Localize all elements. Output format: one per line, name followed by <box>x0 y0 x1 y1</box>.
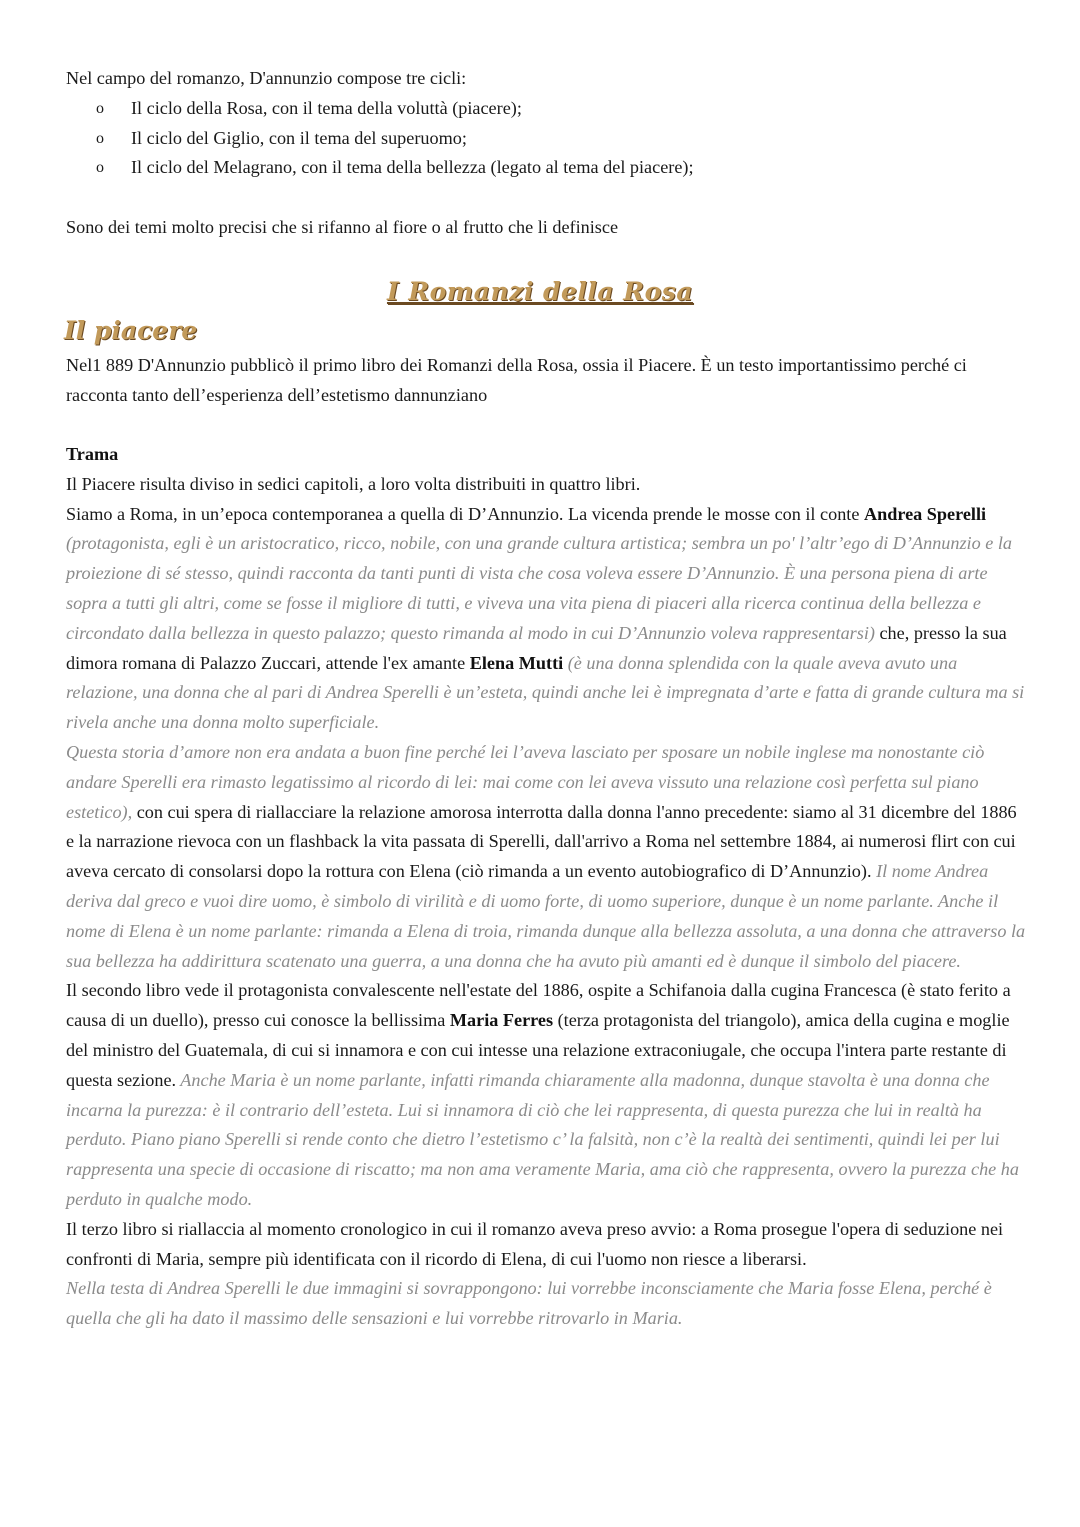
list-item: o Il ciclo del Giglio, con il tema del superuomo; <box>66 124 1026 154</box>
list-item: o Il ciclo del Melagrano, con il tema della bellezza (legato al tema del piacere); <box>66 153 1026 183</box>
bullet-icon: o <box>96 129 104 147</box>
intro-paragraph: Nel1 889 D'Annunzio pubblicò il primo libro dei Romanzi della Rosa, ossia il Piacere. È un testo importantissimo perché ci racconta tanto dell’esperienza dell’estetismo dannunziano <box>66 355 967 405</box>
trama-heading: Trama <box>66 444 119 464</box>
trama-paragraph: Siamo a Roma, in un’epoca contemporanea a quella di D’Annunzio. La vicenda prende le mosse con il conte Andrea Sperelli (protagonista, egli è un aristocratico, ricco, nobile, con una grande cultura artistica; sembra un po' l’altr’ego di D’Annunzio e la proiezione di sé stesso, quindi racconta da tanti punti di vista che cosa voleva essere D’Annunzio. È una persona piena di arte sopra a tutti gli altri, come se fosse il migliore di tutti, e viveva una vita piena di piaceri alla ricerca continua della bellezza e circondato dalla bellezza in questo palazzo; questo rimanda al modo in cui D’Annunzio voleva rappresentarsi) che, presso la sua dimora romana di Palazzo Zuccari, attende l'ex amante Elena Mutti (è una donna splendida con la quale aveva avuto una relazione, una donna che al pari di Andrea Sperelli è un’esteta, quindi anche lei è impregnata d’arte e fatta di grande cultura ma si rivela anche una donna molto superficiale. <box>66 503 1025 733</box>
intro-line: Nel campo del romanzo, D'annunzio compose tre cicli: <box>66 68 467 88</box>
note-text: (protagonista, egli è un aristocratico, ricco, nobile, con una grande cultura artistica; sembra un po' l’altr’ego di D’Annunzio e la proiezione di sé stesso, quindi racconta da tanti punti di vista che cosa voleva essere D’Annunzio. È una persona piena di arte sopra a tutti gli altri, come se fosse il migliore di tutti, e viveva una vita piena di piaceri alla ricerca continua della bellezza e circondato dalla bellezza in questo palazzo; questo rimanda al modo in cui D’Annunzio voleva rappresentarsi) <box>66 533 1013 643</box>
trama-section <box>66 440 1026 1334</box>
character-name: Andrea Sperelli <box>863 503 987 524</box>
note-text: Nella testa di Andrea Sperelli le due immagini si sovrappongono: lui vorrebbe inconsciamente che Maria fosse Elena, perché è quella che gli ha dato il massimo delle sensazioni e lui vorrebbe ritrovarlo in Maria. <box>66 1278 992 1329</box>
subtitle: Il piacere <box>64 316 198 345</box>
summary-paragraph: Sono dei temi molto precisi che si rifanno al fiore o al frutto che li definisce <box>66 217 619 237</box>
trama-paragraph: Il terzo libro si riallaccia al momento cronologico in cui il romanzo aveva preso avvio: a Roma prosegue l'opera di seduzione nei confronti di Maria, sempre più identificata con il ricordo di Elena, di cui l'uomo non riesce a liberarsi. <box>66 1218 1004 1269</box>
character-name: Maria Ferres <box>449 1010 554 1031</box>
bullet-icon: o <box>96 99 104 117</box>
note-text: Anche Maria è un nome parlante, infatti rimanda chiaramente alla madonna, dunque stavolta è una donna che incarna la purezza: è il contrario dell’esteta. Lui si innamora di ciò che lei rappresenta, di questa purezza che lui in realtà ha perduto. Piano piano Sperelli si rende conto che dietro l’estetismo c’ la falsità, non c’è la realtà dei sentimenti, quindi lei per lui rappresenta una specie di occasione di riscatto; ma non ama veramente Maria, ama ciò che rappresenta, ovvero la purezza che ha perduto in qualche modo. <box>66 1069 1019 1209</box>
intro-section <box>66 64 1026 183</box>
trama-paragraph: Questa storia d’amore non era andata a buon fine perché lei l’aveva lasciato per sposare un nobile inglese ma nonostante ciò andare Sperelli era rimasto legatissimo al ricordo di lei: mai come con lei aveva vissuto una relazione così perfetta sul piano estetico), con cui spera di riallacciare la relazione amorosa interrotta dalla donna l'anno precedente: siamo al 31 dicembre del 1886 e la narrazione rievoca con un flashback la vita passata di Sperelli, dall'arrivo a Roma nel settembre 1884, ai numerosi flirt con cui aveva cercato di consolarsi dopo la rottura con Elena (ciò rimanda a un evento autobiografico di D’Annunzio). Il nome Andrea deriva dal greco e vuoi dire uomo, è simbolo di virilità e di uomo forte, di uomo superiore, dunque è un nome parlante. Anche il nome di Elena è un nome parlante: rimanda a Elena di troia, rimanda dunque alla bellezza assoluta, a una donna che attraverso la sua bellezza ha addirittura scatenato una guerra, a una donna che ha avuto più amanti ed è dunque il simbolo del piacere. <box>66 741 1026 971</box>
trama-paragraph: Il Piacere risulta diviso in sedici capitoli, a loro volta distribuiti in quattro libri. <box>66 473 641 494</box>
cycles-list <box>66 94 1026 183</box>
note-text: Questa storia d’amore non era andata a buon fine perché lei l’aveva lasciato per sposare un nobile inglese ma nonostante ciò andare Sperelli era rimasto legatissimo al ricordo di lei: mai come con lei aveva vissuto una relazione così perfetta sul piano estetico), <box>66 741 985 822</box>
bullet-icon: o <box>96 159 104 177</box>
note-text: Il nome Andrea deriva dal greco e vuoi dire uomo, è simbolo di virilità e di uomo forte, di uomo superiore, dunque è un nome parlante. Anche il nome di Elena è un nome parlante: rimanda a Elena di troia, rimanda dunque alla bellezza assoluta, a una donna che attraverso la sua bellezza ha addirittura scatenato una guerra, a una donna che ha avuto più amanti ed è dunque il simbolo del piacere. <box>66 861 1026 971</box>
trama-paragraph: Il secondo libro vede il protagonista convalescente nell'estate del 1886, ospite a Schifanoia dalla cugina Francesca (è stato ferito a causa di un duello), presso cui conosce la bellissima Maria Ferres (terza protagonista del triangolo), amica della cugina e moglie del ministro del Guatemala, di cui si innamora e con cui intesse una relazione extraconiugale, che occupa l'intera parte restante di questa sezione. Anche Maria è un nome parlante, infatti rimanda chiaramente alla madonna, dunque stavolta è una donna che incarna la purezza: è il contrario dell’esteta. Lui si innamora di ciò che lei rappresenta, di questa purezza che lui in realtà ha perduto. Piano piano Sperelli si rende conto che dietro l’estetismo c’ la falsità, non c’è la realtà dei sentimenti, quindi lei per lui rappresenta una specie di occasione di riscatto; ma non ama veramente Maria, ama ciò che rappresenta, ovvero la purezza che ha perduto in qualche modo. <box>66 980 1019 1209</box>
character-name: Elena Mutti <box>469 652 564 673</box>
list-item: o Il ciclo della Rosa, con il tema della voluttà (piacere); <box>66 94 1026 124</box>
note-text: (è una donna splendida con la quale aveva avuto una relazione, una donna che al pari di Andrea Sperelli è un’esteta, quindi anche lei è impregnata d’arte e fatta di grande cultura ma si rivela anche una donna molto superficiale. <box>66 652 1025 733</box>
section-title: I Romanzi della Rosa <box>386 277 694 306</box>
